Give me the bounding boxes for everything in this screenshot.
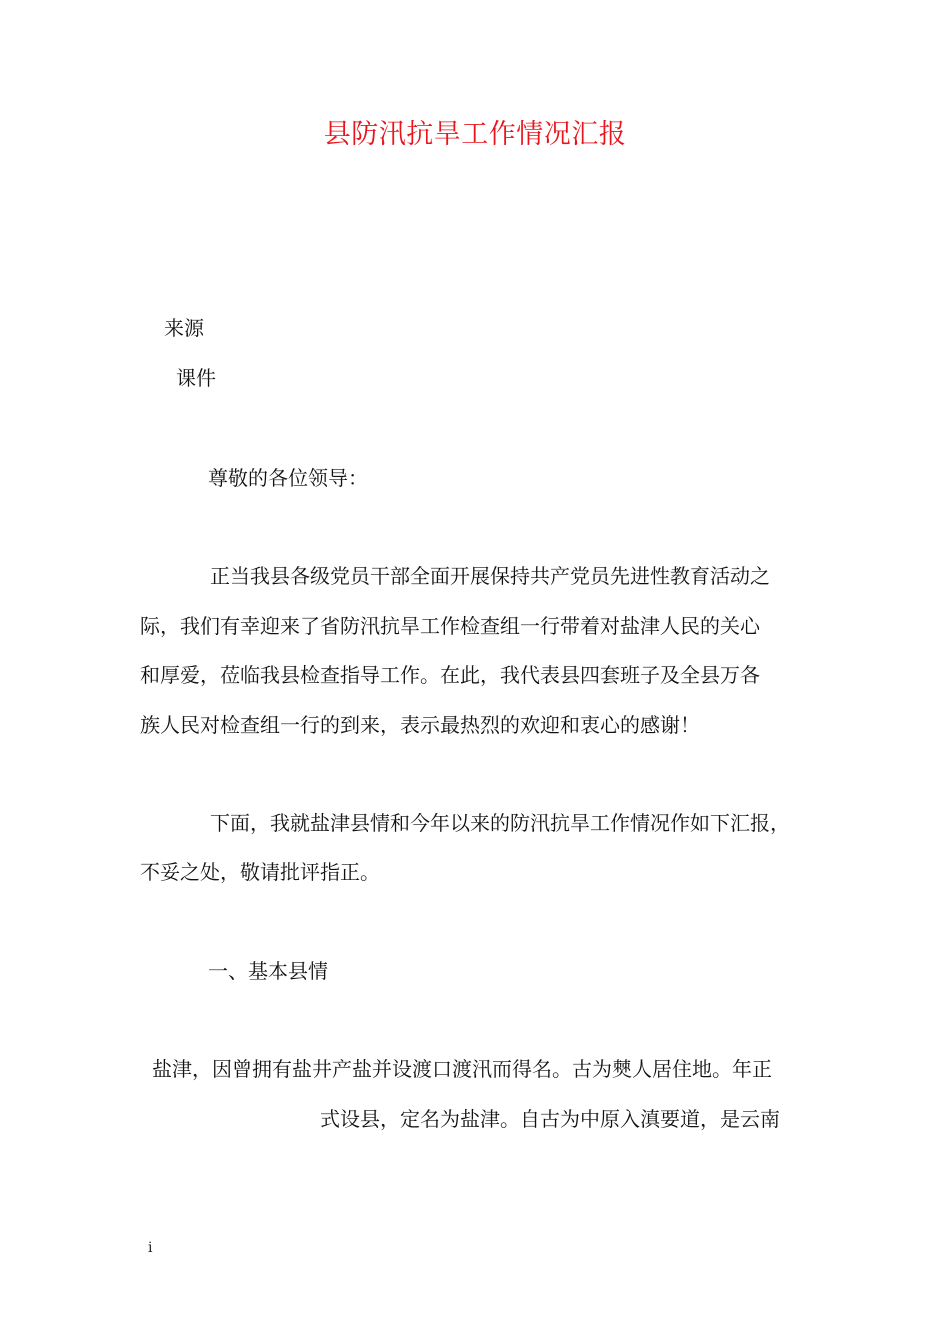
paragraph3-line: 式设县，定名为盐津。自古为中原入滇要道，是云南	[320, 1107, 780, 1131]
salutation: 尊敬的各位领导：	[208, 466, 368, 490]
paragraph1-line: 际，我们有幸迎来了省防汛抗旱工作检查组一行带着对盐津人民的关心	[140, 614, 760, 638]
source-label: 来源	[164, 316, 204, 340]
page-number: i	[148, 1240, 153, 1256]
paragraph2-line: 下面，我就盐津县情和今年以来的防汛抗旱工作情况作如下汇报，	[210, 811, 790, 835]
paragraph3-line: 盐津，因曾拥有盐井产盐并设渡口渡汛而得名。古为僰人居住地。年正	[152, 1057, 772, 1081]
paragraph2-line: 不妥之处，敬请批评指正。	[140, 860, 380, 884]
paragraph1-line: 和厚爱，莅临我县检查指导工作。在此，我代表县四套班子及全县万各	[140, 663, 760, 687]
section-heading: 一、基本县情	[208, 959, 328, 983]
paragraph1-line: 族人民对检查组一行的到来，表示最热烈的欢迎和衷心的感谢！	[140, 713, 700, 737]
paragraph1-line: 正当我县各级党员干部全面开展保持共产党员先进性教育活动之	[210, 564, 770, 588]
document-title: 县防汛抗旱工作情况汇报	[323, 119, 627, 150]
source-value: 课件	[176, 366, 216, 390]
